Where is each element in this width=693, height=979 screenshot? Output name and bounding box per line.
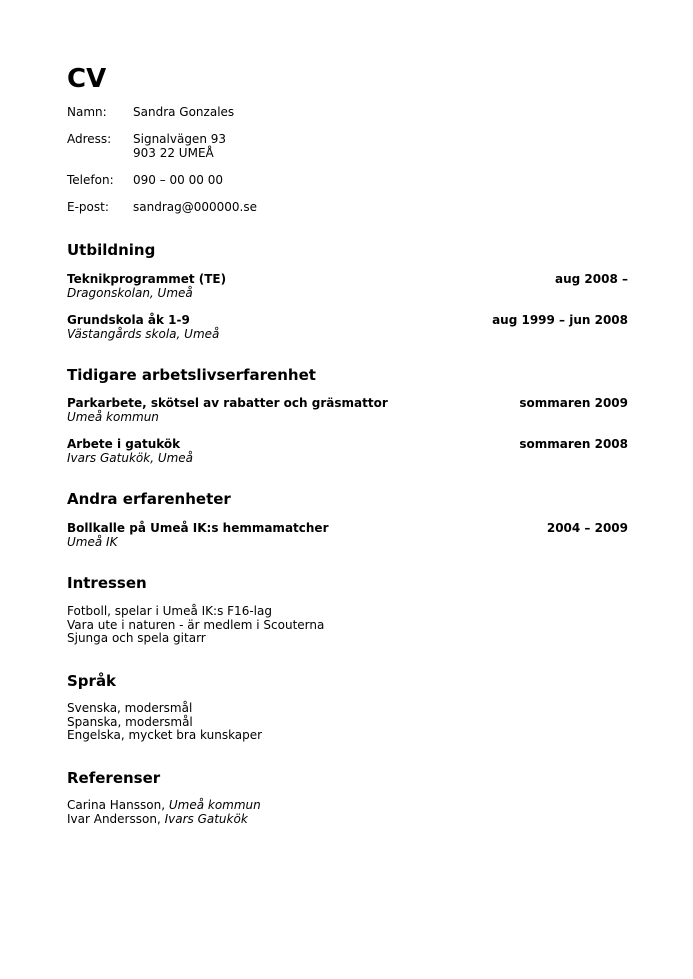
contact-email [67, 200, 628, 214]
contact-label: E-post: [67, 200, 109, 214]
entry-place: Ivars Gatukök, Umeå [67, 451, 194, 465]
reference-name: Ivar Andersson, [67, 811, 165, 826]
list-item: Sjunga och spela gitarr [67, 631, 206, 645]
entry-place: Dragonskolan, Umeå [67, 286, 193, 300]
contact-phone [67, 173, 628, 187]
entry-date: 2004 – 2009 [546, 521, 628, 535]
work-list [67, 396, 628, 478]
list-item [67, 396, 628, 424]
list-item: Svenska, modersmål [67, 701, 193, 715]
list-item: Spanska, modersmål [67, 714, 193, 729]
languages-list [67, 702, 628, 743]
entry-title: Teknikprogrammet (TE) [67, 272, 227, 286]
list-item: Fotboll, spelar i Umeå IK:s F16-lag [67, 604, 272, 618]
contact-address [67, 132, 628, 160]
references-list [67, 799, 628, 826]
section-heading-interests: Intressen [67, 574, 147, 592]
contact-info [67, 105, 628, 227]
list-item: Engelska, mycket bra kunskaper [67, 728, 263, 742]
contact-label: Namn: [67, 105, 107, 119]
entry-place: Umeå IK [67, 535, 118, 549]
contact-name [67, 105, 628, 119]
education-list [67, 272, 628, 354]
entry-place: Umeå kommun [67, 410, 159, 424]
entry-title: Arbete i gatukök [67, 437, 181, 451]
list-item [67, 313, 628, 341]
other-list [67, 521, 628, 562]
page-title: CV [67, 64, 107, 94]
entry-place: Västangårds skola, Umeå [67, 327, 220, 341]
entry-title: Bollkalle på Umeå IK:s hemmamatcher [67, 521, 329, 535]
entry-date: aug 2008 – [555, 272, 628, 286]
section-heading-references: Referenser [67, 769, 161, 787]
entry-date: sommaren 2009 [519, 396, 628, 410]
reference-name: Carina Hansson, [67, 798, 169, 812]
list-item [67, 272, 628, 300]
list-item [67, 799, 628, 813]
contact-label: Telefon: [67, 173, 114, 187]
contact-value: 090 – 00 00 00 [133, 173, 223, 187]
contact-value: sandrag@000000.se [133, 200, 257, 214]
list-item [67, 813, 628, 827]
contact-label: Adress: [67, 132, 112, 146]
reference-org: Ivars Gatukök [164, 811, 248, 826]
list-item: Vara ute i naturen - är medlem i Scouterna [67, 617, 325, 632]
section-heading-education: Utbildning [67, 241, 156, 259]
contact-value: Sandra Gonzales [133, 105, 235, 119]
reference-org: Umeå kommun [168, 798, 261, 812]
list-item [67, 437, 628, 465]
section-heading-other: Andra erfarenheter [67, 490, 231, 508]
list-item [67, 521, 628, 549]
contact-value: Signalvägen 93 [133, 132, 227, 146]
entry-title: Parkarbete, skötsel av rabatter och gräsmattor [67, 396, 388, 410]
entry-title: Grundskola åk 1-9 [67, 313, 190, 327]
entry-date: aug 1999 – jun 2008 [492, 313, 628, 327]
section-heading-work: Tidigare arbetslivserfarenhet [67, 366, 316, 384]
entry-date: sommaren 2008 [519, 437, 628, 451]
section-heading-languages: Språk [67, 672, 117, 690]
contact-value: 903 22 UMEÅ [133, 146, 214, 160]
interests-list [67, 605, 628, 646]
